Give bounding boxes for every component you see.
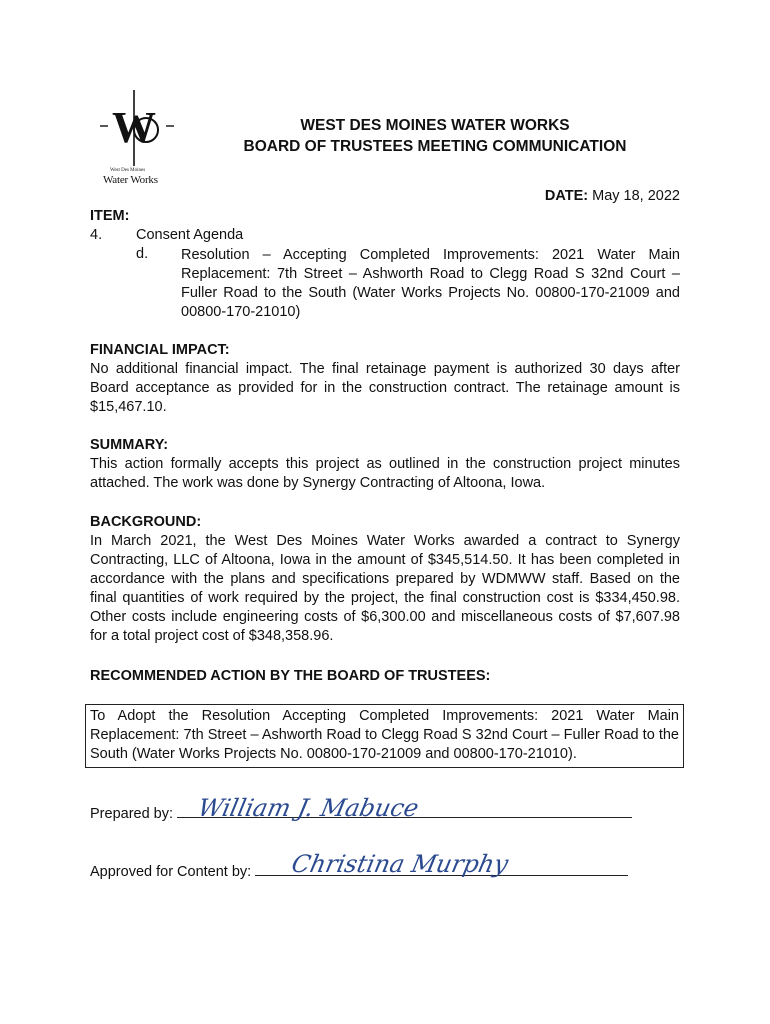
background-text: In March 2021, the West Des Moines Water Works awarded a contract to Synergy Contracting, LLC of Altoona, Iowa in the amount of $345,514.50. It has been completed in accordance with the plans and specifications prepared by WDMWW staff. Based on the final quantities of work required by the project, the final construction cost is $334,450.98. Other costs include engineering costs of $6,300.00 and miscellaneous costs of $7,607.98 for a total project cost of $348,358.96. bbox=[90, 533, 680, 644]
summary-text: This action formally accepts this project as outlined in the construction project minutes attached. The work was done by Synergy Contracting of Altoona, Iowa. bbox=[90, 456, 680, 491]
item-heading: ITEM: bbox=[90, 208, 130, 224]
item-category: Consent Agenda bbox=[136, 227, 244, 243]
document-title-line2: BOARD OF TRUSTEES MEETING COMMUNICATION bbox=[243, 138, 627, 155]
item-resolution: Resolution – Accepting Completed Improvements: 2021 Water Main Replacement: 7th Street – Ashworth Road to Clegg Road S 32nd Court – Fuller Road to the South (Water Works Projects No. 00800-170-21009 and 00800-170-21010) bbox=[181, 247, 680, 320]
logo-name: Water Works bbox=[103, 174, 158, 186]
date-value: May 18, 2022 bbox=[592, 188, 680, 204]
prepared-by-signature bbox=[195, 782, 422, 832]
document-title-line1: WEST DES MOINES WATER WORKS bbox=[300, 117, 570, 134]
approved-by-label: Approved for Content by: bbox=[90, 864, 252, 880]
prepared-by-label: Prepared by: bbox=[90, 806, 174, 822]
meeting-date bbox=[545, 188, 680, 204]
item-letter: d. bbox=[136, 246, 149, 262]
date-label: DATE: bbox=[544, 188, 589, 204]
svg-text:William J. Mabuce: William J. Mabuce bbox=[195, 793, 422, 822]
summary-heading: SUMMARY: bbox=[90, 437, 169, 453]
background-heading: BACKGROUND: bbox=[90, 514, 202, 530]
item-number: 4. bbox=[90, 227, 103, 243]
approved-by-signature bbox=[289, 836, 511, 890]
svg-text:W: W bbox=[112, 103, 156, 152]
logo-small-text: West Des Moines bbox=[110, 168, 146, 173]
recommended-action-box: To Adopt the Resolution Accepting Completed Improvements: 2021 Water Main Replacement: 7th Street – Ashworth Road to Clegg Road S 32nd Court – Fuller Road to the South (Water Works Projects No. 00800-170-21009 and 00800-170-21010). bbox=[85, 704, 684, 768]
recommended-action-heading: RECOMMENDED ACTION BY THE BOARD OF TRUSTEES: bbox=[90, 668, 491, 684]
financial-impact-text: No additional financial impact. The final retainage payment is authorized 30 days after Board acceptance as provided for in the construction contract. The retainage amount is $15,467.10. bbox=[90, 361, 680, 415]
financial-impact-heading: FINANCIAL IMPACT: bbox=[90, 342, 230, 358]
svg-text:Christina Murphy: Christina Murphy bbox=[289, 849, 511, 878]
